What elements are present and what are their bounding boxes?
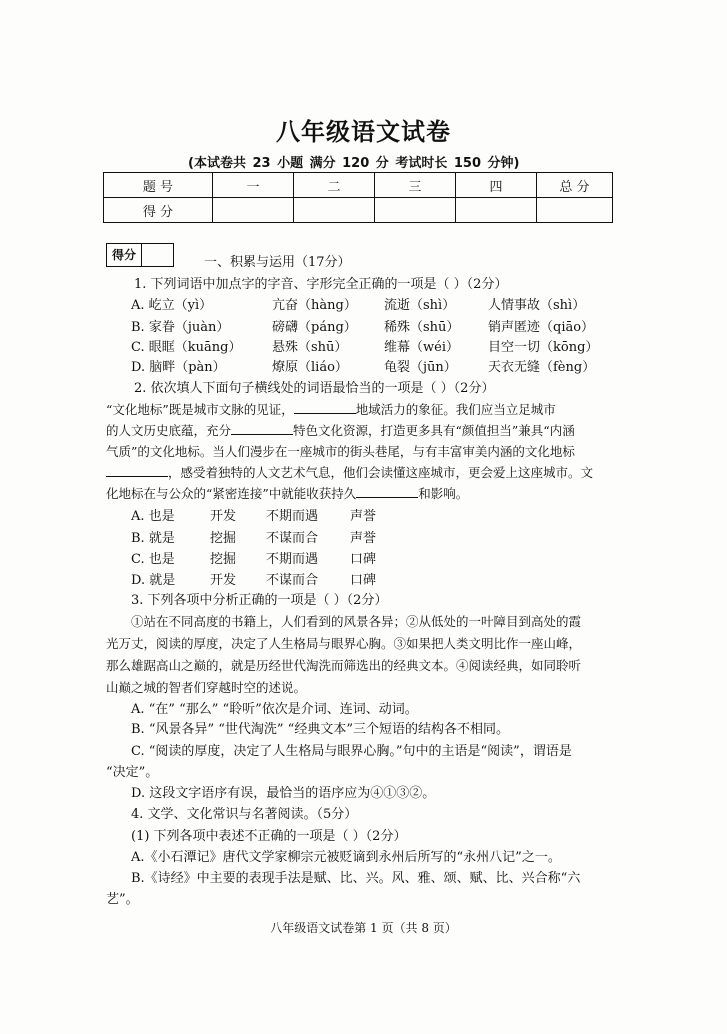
q2-passage-text: “文化地标”既是城市文脉的见证， — [106, 402, 294, 417]
section-score-box — [106, 243, 174, 267]
question-4-sub1: (1) 下列各项中表述不正确的一项是（ ）（2分） — [131, 829, 407, 844]
q2-passage-line — [106, 484, 468, 502]
q2-passage-text: 的人文历史底蕴，充分 — [106, 423, 232, 438]
q2-option: 口碑 — [350, 573, 377, 588]
score-input-cell[interactable] — [375, 198, 456, 223]
section-score-label: 得分 — [107, 244, 142, 266]
q1-option: 龟裂（jūn） — [384, 360, 457, 375]
q2-passage-text: 和影响。 — [418, 486, 469, 501]
q2-option: 口碑 — [350, 552, 377, 567]
question-1-stem: 1. 下列词语中加点字的字音、字形完全正确的一项是（ ）（2分） — [134, 277, 508, 292]
q1-option: 稀殊（shū） — [384, 320, 460, 335]
q2-passage-line: 气质”的文化地标。当人们漫步在一座城市的街头巷尾，与有丰富审美内涵的文化地标 — [106, 444, 575, 459]
q3-passage-line: 山巅之城的智者们穿越时空的述说。 — [106, 680, 307, 695]
q2-option: A. 也是 — [131, 509, 175, 524]
q4-option: B.《诗经》中主要的表现手法是赋、比、兴。风、雅、颂、赋、比、兴合称“六 — [131, 871, 581, 886]
score-table — [103, 172, 613, 223]
score-table-cell: 题 号 — [104, 173, 213, 198]
score-input-cell[interactable] — [213, 198, 294, 223]
q2-option: 不期而遇 — [266, 552, 319, 567]
q3-option: “决定”。 — [106, 765, 159, 780]
exam-title: 八年级语文试卷 — [276, 118, 451, 146]
q2-passage-line — [106, 463, 593, 481]
q2-option: 开发 — [210, 509, 237, 524]
score-table-cell: 一 — [213, 173, 294, 198]
fill-blank[interactable] — [356, 485, 418, 498]
q1-option: 销声匿迹（qiāo） — [488, 320, 595, 335]
q3-passage-line: 那么雄踞高山之巅的，就是历经世代淘洗而筛选出的经典文本。④阅读经典，如同聆听 — [106, 658, 582, 673]
fill-blank[interactable] — [294, 401, 356, 414]
question-3-stem: 3. 下列各项中分析正确的一项是（ ）（2分） — [131, 593, 388, 608]
q4-option: A.《小石潭记》唐代文学家柳宗元被贬谪到永州后所写的“永州八记”之一。 — [131, 850, 561, 865]
page-footer: 八年级语文试卷第 1 页（共 8 页） — [270, 921, 457, 935]
score-table-cell: 总 分 — [537, 173, 613, 198]
question-4-stem: 4. 文学、文化常识与名著阅读。（5分） — [131, 807, 358, 822]
q2-passage-text: 化地标在与公众的“紧密连接”中就能收获持久 — [106, 486, 357, 501]
fill-blank[interactable] — [106, 464, 168, 477]
q2-option: 挖掘 — [210, 531, 237, 546]
q3-option: B. “风景各异” “世代淘洗” “经典文本”三个短语的结构各不相同。 — [131, 722, 509, 737]
exam-subtitle: (本试卷共 23 小题 满分 120 分 考试时长 150 分钟) — [188, 156, 520, 171]
score-table-cell: 三 — [375, 173, 456, 198]
q1-option: 燎原（liáo） — [272, 360, 348, 375]
q2-passage-text: 地域活力的象征。我们应当立足城市 — [355, 402, 556, 417]
score-input-cell[interactable] — [456, 198, 537, 223]
q1-option: A. 屹立（yì） — [131, 298, 213, 313]
score-input-cell[interactable] — [294, 198, 375, 223]
section-heading: 一、积累与运用（17分） — [204, 255, 351, 270]
q2-passage-text: ，感受着独特的人文艺术气息，他们会读懂这座城市，更会爱上这座城市。文 — [168, 465, 594, 480]
q1-option: 目空一切（kōng） — [488, 340, 599, 355]
q2-option: D. 就是 — [131, 573, 176, 588]
q1-option: 磅礴（páng） — [272, 320, 357, 335]
q2-option: C. 也是 — [131, 552, 175, 567]
q1-option: 人情事故（shì） — [488, 298, 586, 313]
score-table-cell: 得 分 — [104, 198, 213, 223]
score-table-cell: 四 — [456, 173, 537, 198]
score-table-score-row — [104, 198, 613, 223]
q1-option: 天衣无缝（fèng） — [488, 360, 596, 375]
q3-option: A. “在” “那么” “聆听”依次是介词、连词、动词。 — [131, 702, 418, 717]
q1-option: C. 眼眶（kuāng） — [131, 340, 242, 355]
q2-option: 开发 — [210, 573, 237, 588]
q2-passage-text: 特色文化资源，打造更多具有“颜值担当”兼具“内涵 — [293, 423, 575, 438]
q2-option: 声誉 — [350, 509, 377, 524]
q2-passage-line — [106, 400, 556, 418]
q2-option: B. 就是 — [131, 531, 175, 546]
q2-option: 声誉 — [350, 531, 377, 546]
q2-option: 不谋而合 — [266, 531, 319, 546]
q2-option: 挖掘 — [210, 552, 237, 567]
q3-passage-line: 光万丈，阅读的厚度，决定了人生格局与眼界心胸。③如果把人类文明比作一座山峰， — [106, 636, 582, 651]
score-table-header-row — [104, 173, 613, 198]
question-2-stem: 2. 依次填人下面句子横线处的词语最恰当的一项是（ ）（2分） — [134, 381, 495, 396]
q3-option: C. “阅读的厚度，决定了人生格局与眼界心胸。”句中的主语是“阅读”，谓语是 — [131, 744, 572, 759]
q2-option: 不期而遇 — [266, 509, 319, 524]
q3-passage-line: ①站在不同高度的书籍上，人们看到的风景各异；②从低处的一叶障目到高处的霞 — [131, 614, 582, 629]
q1-option: 维幕（wéi） — [384, 340, 459, 355]
score-table-cell: 二 — [294, 173, 375, 198]
score-input-cell[interactable] — [537, 198, 613, 223]
fill-blank[interactable] — [231, 422, 293, 435]
q1-option: 流逝（shì） — [384, 298, 456, 313]
q2-passage-line — [106, 421, 575, 439]
q1-option: 亢奋（hàng） — [272, 298, 357, 313]
q3-option: D. 这段文字语序有误，最恰当的语序应为④①③②。 — [131, 786, 436, 801]
q2-option: 不谋而合 — [266, 573, 319, 588]
q1-option: 悬殊（shū） — [272, 340, 348, 355]
q4-option: 艺”。 — [106, 892, 139, 907]
q1-option: D. 脑畔（pàn） — [131, 360, 226, 375]
q1-option: B. 家眷（juàn） — [131, 320, 230, 335]
